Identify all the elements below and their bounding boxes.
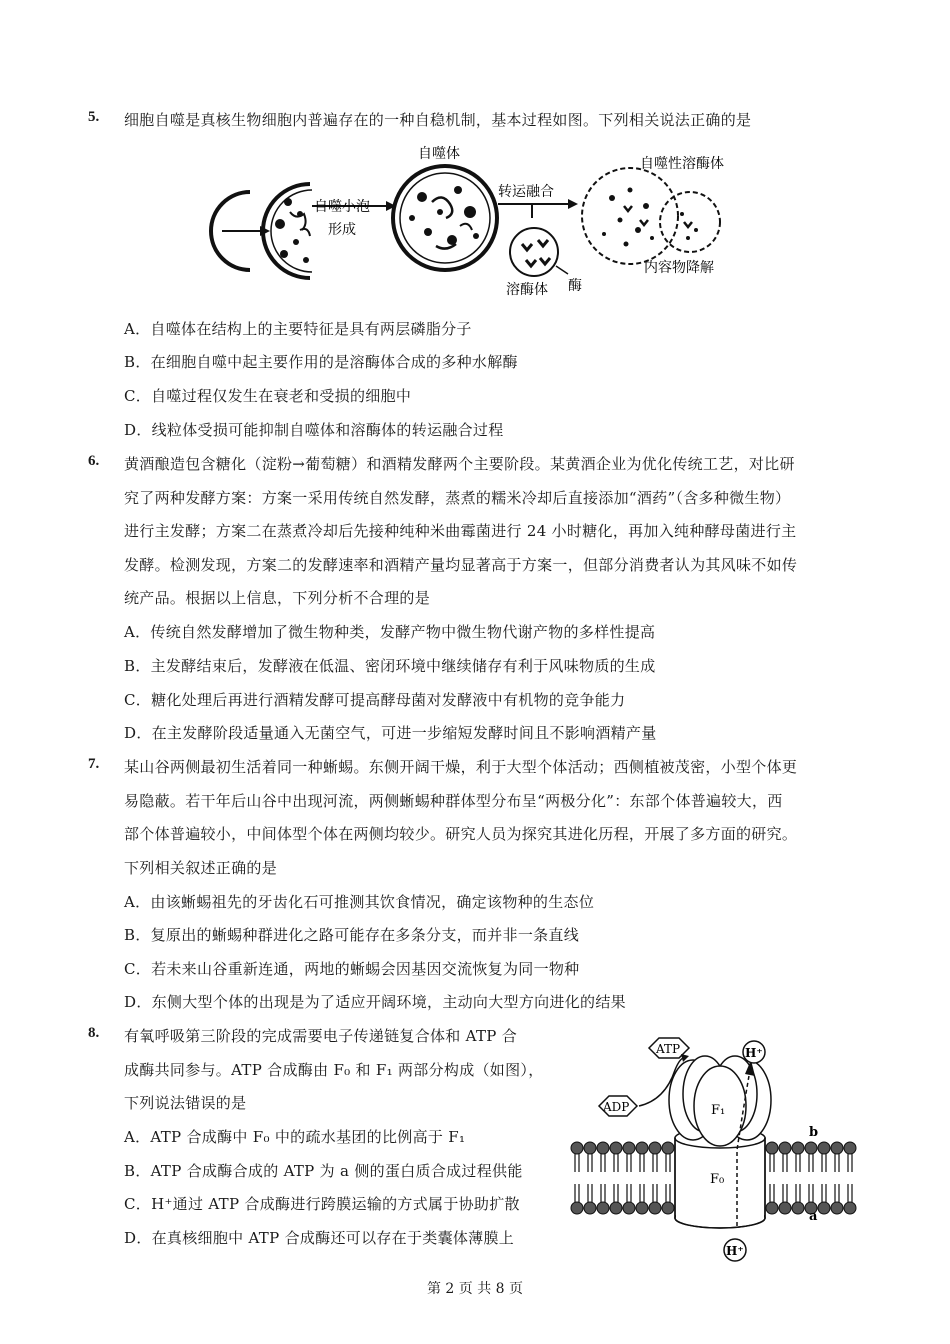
- lipid-head: [623, 1142, 635, 1154]
- lipid-head: [597, 1142, 609, 1154]
- autophagy-diagram: [200, 142, 760, 302]
- question-5-option-a: A．自噬体在结构上的主要特征是具有两层磷脂分子: [124, 320, 472, 338]
- atp-synthase-diagram: [565, 1030, 865, 1265]
- lipid-head: [779, 1202, 791, 1214]
- label-atp: ATP: [656, 1042, 681, 1056]
- question-7-line-3: 部个体普遍较小，中间体型个体在两侧均较少。研究人员为探究其进化历程，开展了多方面的研究。: [124, 825, 798, 843]
- question-8-line-1: 有氧呼吸第三阶段的完成需要电子传递链复合体和 ATP 合: [124, 1027, 518, 1045]
- page-footer: 第 2 页 共 8 页: [426, 1281, 524, 1297]
- autophagosome: [393, 166, 497, 270]
- question-8-option-c: C．H⁺通过 ATP 合成酶进行跨膜运输的方式属于协助扩散: [124, 1195, 520, 1213]
- question-5-option-b: B．在细胞自噬中起主要作用的是溶酶体合成的多种水解酶: [124, 353, 518, 371]
- label-side-a: a: [809, 1209, 818, 1224]
- lipid-head: [610, 1142, 622, 1154]
- question-8-option-b: B．ATP 合成酶合成的 ATP 为 a 侧的蛋白质合成过程供能: [124, 1162, 523, 1180]
- lipid-head: [649, 1142, 661, 1154]
- question-7-line-2: 易隐蔽。若干年后山谷中出现河流，两侧蜥蜴种群体型分布呈“两极分化”：东部个体普遍较大，西: [124, 792, 783, 810]
- label-degradation: 内容物降解: [644, 260, 714, 276]
- question-8-line-2: 成酶共同参与。ATP 合成酶由 F₀ 和 F₁ 两部分构成（如图），: [124, 1061, 544, 1079]
- lipid-head: [597, 1202, 609, 1214]
- lipid-head: [818, 1142, 830, 1154]
- lipid-head: [805, 1142, 817, 1154]
- label-side-b: b: [809, 1125, 819, 1140]
- question-7-option-b: B．复原出的蜥蜴种群进化之路可能存在多条分支，而并非一条直线: [124, 926, 580, 944]
- question-5-option-c: C．自噬过程仅发生在衰老和受损的细胞中: [124, 387, 412, 405]
- question-6-line-2: 究了两种发酵方案：方案一采用传统自然发酵，蒸煮的糯米冷却后直接添加“酒药”（含多种微生物）: [124, 489, 791, 507]
- lipid-head: [636, 1142, 648, 1154]
- lipid-head: [844, 1142, 856, 1154]
- question-6-line-5: 统产品。根据以上信息，下列分析不合理的是: [124, 589, 431, 607]
- lipid-head: [623, 1202, 635, 1214]
- question-8-number: 8.: [88, 1025, 100, 1041]
- lipid-head: [792, 1142, 804, 1154]
- lipid-head: [766, 1142, 778, 1154]
- question-6-line-3: 进行主发酵；方案二在蒸煮冷却后先接种纯种米曲霉菌进行 24 小时糖化，再加入纯种酵母菌进行主: [124, 522, 797, 540]
- label-f1: F₁: [711, 1103, 726, 1118]
- question-7-option-c: C．若未来山谷重新连通，两地的蜥蜴会因基因交流恢复为同一物种: [124, 960, 580, 978]
- label-lysosome: 溶酶体: [506, 282, 548, 298]
- lipid-head: [584, 1142, 596, 1154]
- label-vesicle-formation-1: 自噬小泡: [314, 199, 370, 215]
- question-6-line-4: 发酵。检测发现，方案二的发酵速率和酒精产量均显著高于方案一，但部分消费者认为其风味不如传: [124, 556, 798, 574]
- question-6-number: 6.: [88, 453, 100, 469]
- lipid-head: [571, 1142, 583, 1154]
- question-7-option-d: D．东侧大型个体的出现是为了适应开阔环境，主动向大型方向进化的结果: [124, 993, 626, 1011]
- question-7-option-a: A．由该蜥蜴祖先的牙齿化石可推测其饮食情况，确定该物种的生态位: [124, 893, 595, 911]
- lipid-head: [636, 1202, 648, 1214]
- lipid-head: [831, 1142, 843, 1154]
- label-f0: F₀: [710, 1172, 725, 1187]
- lipid-head: [610, 1202, 622, 1214]
- lipid-head: [662, 1202, 674, 1214]
- lipid-head: [818, 1202, 830, 1214]
- autolysosome: [582, 168, 678, 264]
- lipid-head: [831, 1202, 843, 1214]
- lipid-head: [571, 1202, 583, 1214]
- label-autophagosome: 自噬体: [418, 146, 460, 162]
- lipid-head: [649, 1202, 661, 1214]
- label-fusion: 转运融合: [498, 184, 554, 200]
- label-enzyme: 酶: [568, 278, 582, 294]
- question-6-option-d: D．在主发酵阶段适量通入无菌空气，可进一步缩短发酵时间且不影响酒精产量: [124, 724, 657, 742]
- question-6-line-1: 黄酒酿造包含糖化（淀粉→葡萄糖）和酒精发酵两个主要阶段。某黄酒企业为优化传统工艺，对比研: [124, 455, 795, 473]
- question-6-option-c: C．糖化处理后再进行酒精发酵可提高酵母菌对发酵液中有机物的竞争能力: [124, 691, 626, 709]
- question-6-option-b: B．主发酵结束后，发酵液在低温、密闭环境中继续储存有利于风味物质的生成: [124, 657, 656, 675]
- label-autolysosome: 自噬性溶酶体: [640, 156, 724, 172]
- question-5-number: 5.: [88, 109, 100, 125]
- label-h-top: H⁺: [745, 1046, 763, 1060]
- question-5-option-d: D．线粒体受损可能抑制自噬体和溶酶体的转运融合过程: [124, 421, 504, 439]
- lipid-head: [662, 1142, 674, 1154]
- f1-subunit: [669, 1056, 771, 1146]
- lipid-head: [844, 1202, 856, 1214]
- question-7-number: 7.: [88, 756, 100, 772]
- question-8-option-d: D．在真核细胞中 ATP 合成酶还可以存在于类囊体薄膜上: [124, 1229, 515, 1247]
- lipid-head: [779, 1142, 791, 1154]
- question-6-option-a: A．传统自然发酵增加了微生物种类，发酵产物中微生物代谢产物的多样性提高: [124, 623, 656, 641]
- lysosome: [510, 228, 558, 276]
- question-7-line-1: 某山谷两侧最初生活着同一种蜥蜴。东侧开阔干燥，利于大型个体活动；西侧植被茂密，小型个体更: [124, 758, 798, 776]
- question-7-line-4: 下列相关叙述正确的是: [124, 859, 278, 877]
- label-vesicle-formation-2: 形成: [328, 222, 356, 238]
- question-5-stem: 细胞自噬是真核生物细胞内普遍存在的一种自稳机制，基本过程如图。下列相关说法正确的是: [124, 111, 752, 129]
- question-8-line-3: 下列说法错误的是: [124, 1094, 247, 1112]
- label-h-bottom: H⁺: [726, 1244, 744, 1258]
- lipid-head: [584, 1202, 596, 1214]
- label-adp: ADP: [603, 1100, 630, 1114]
- question-8-option-a: A．ATP 合成酶中 F₀ 中的疏水基团的比例高于 F₁: [124, 1128, 466, 1146]
- lipid-head: [792, 1202, 804, 1214]
- lipid-head: [766, 1202, 778, 1214]
